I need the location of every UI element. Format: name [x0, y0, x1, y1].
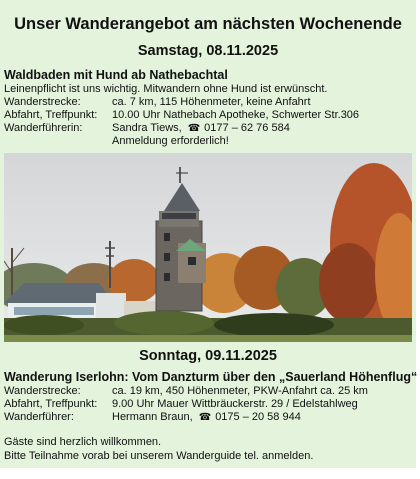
saturday-date-heading: Samstag, 08.11.2025	[137, 43, 279, 59]
guide-label: Wanderführerin:	[4, 122, 83, 134]
page-title: Unser Wanderangebot am nächsten Wochenende	[14, 15, 402, 33]
footer-welcome: Gäste sind herzlich willkommen.	[4, 436, 162, 448]
tower-photo	[4, 153, 412, 342]
distance-label: Wanderstrecke:	[4, 96, 81, 108]
footer-registration: Bitte Teilnahme vorab bei unserem Wanderguide tel. anmelden.	[4, 450, 314, 462]
saturday-event-title: Waldbaden mit Hund ab Nathebachtal	[4, 68, 228, 82]
meeting-label: Abfahrt, Treffpunkt:	[4, 109, 98, 121]
phone-icon: ☎	[187, 123, 201, 134]
distance-value: ca. 7 km, 115 Höhenmeter, keine Anfahrt	[112, 96, 311, 108]
sunday-event-title: Wanderung Iserlohn: Vom Danzturm über den „Sauerland Höhenflug“	[4, 370, 418, 384]
phone-icon: ☎	[198, 412, 212, 423]
saturday-intro: Leinenpflicht ist uns wichtig. Mitwandern ohne Hund ist erwünscht.	[4, 83, 328, 95]
sunday-date-heading: Sonntag, 09.11.2025	[139, 348, 277, 364]
meeting-value: 10.00 Uhr Nathebach Apotheke, Schwerter Str.306	[112, 109, 360, 121]
distance-value: ca. 19 km, 450 Höhenmeter, PKW-Anfahrt ca. 25 km	[112, 385, 368, 397]
registration-note: Anmeldung erforderlich!	[112, 135, 229, 147]
distance-label: Wanderstrecke:	[4, 385, 81, 397]
guide-label: Wanderführer:	[4, 411, 74, 423]
guide-phone: 0177 – 62 76 584	[204, 122, 290, 134]
guide-name: Sandra Tiews,	[112, 122, 182, 134]
guide-phone: 0175 – 20 58 944	[215, 411, 301, 423]
meeting-label: Abfahrt, Treffpunkt:	[4, 398, 98, 410]
meeting-value: 9.00 Uhr Mauer Wittbräuckerstr. 29 / Edelstahlweg	[112, 398, 358, 410]
guide-name: Hermann Braun,	[112, 411, 193, 423]
